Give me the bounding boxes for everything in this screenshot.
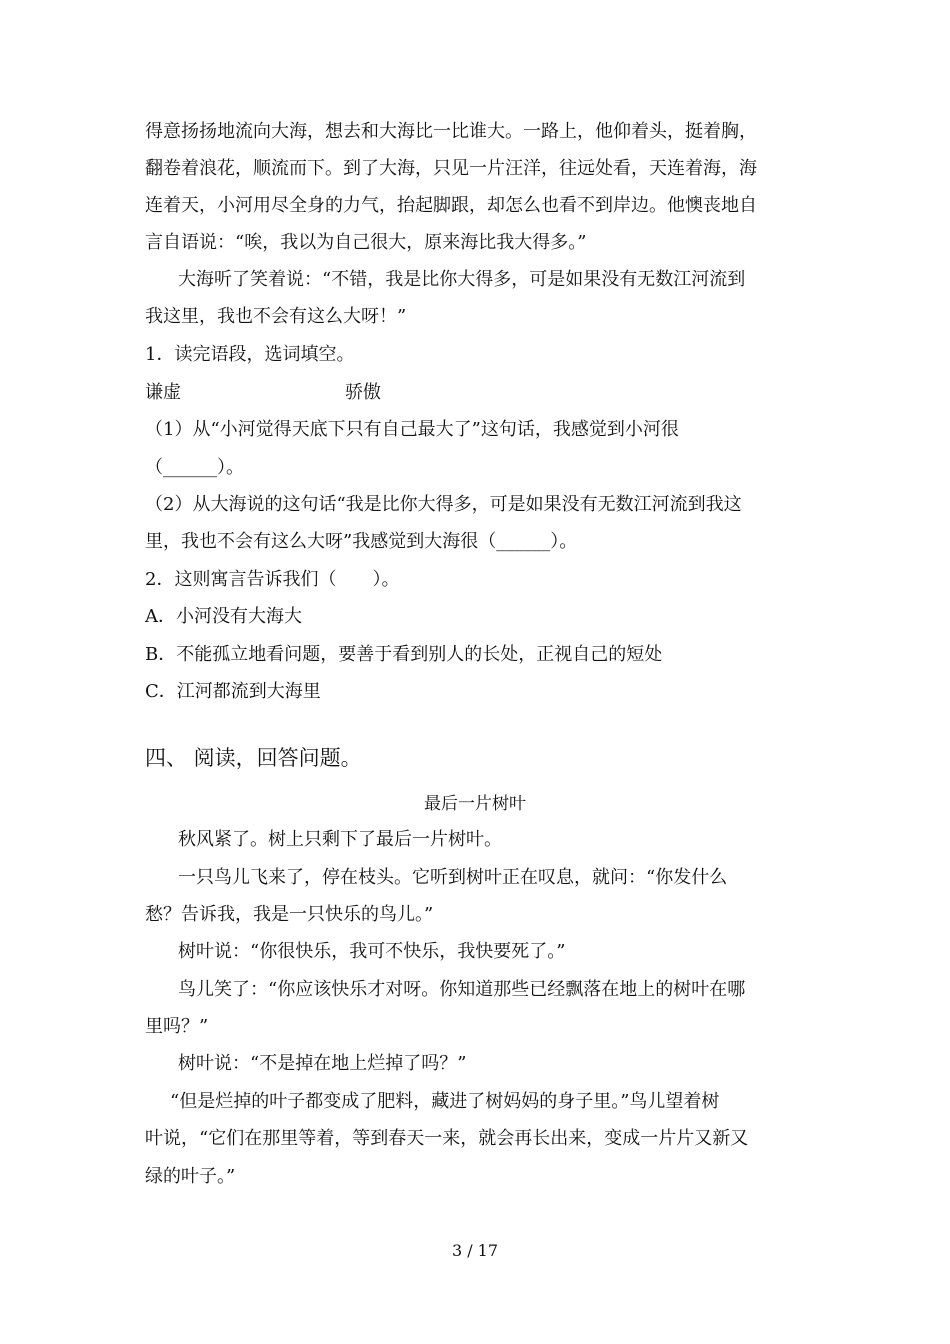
story1-line: 大海听了笑着说：“不错，我是比你大得多，可是如果没有无数江河流到 xyxy=(178,269,746,290)
question1-prompt: 1．读完语段，选词填空。 xyxy=(145,344,355,365)
story2-line: “但是烂掉的叶子都变成了肥料，藏进了树妈妈的身子里。”鸟儿望着树 xyxy=(170,1091,720,1112)
page-number: 3 / 17 xyxy=(451,1241,499,1260)
question1-item: （2）从大海说的这句话“我是比你大得多，可是如果没有无数江河流到我这 xyxy=(145,494,742,515)
story1-line: 我这里，我也不会有这么大呀！” xyxy=(145,306,407,327)
word-choice: 谦虚 xyxy=(145,382,181,403)
section-heading: 四、 阅读，回答问题。 xyxy=(145,746,362,770)
story2-line: 鸟儿笑了：“你应该快乐才对呀。你知道那些已经飘落在地上的树叶在哪 xyxy=(178,979,746,1000)
story2-line: 叶说，“它们在那里等着，等到春天一来，就会再长出来，变成一片片又新又 xyxy=(145,1128,749,1149)
story2-line: 树叶说：“不是掉在地上烂掉了吗？” xyxy=(178,1053,467,1074)
story1-line: 翻卷着浪花，顺流而下。到了大海，只见一片汪洋，往远处看，天连着海，海 xyxy=(145,158,757,179)
option-a: A．小河没有大海大 xyxy=(145,606,302,627)
option-c: C．江河都流到大海里 xyxy=(145,681,321,702)
story2-line: 里吗？” xyxy=(145,1016,209,1037)
question1-item-blank: （______）。 xyxy=(145,457,244,478)
question2-prompt: 2．这则寓言告诉我们（ ）。 xyxy=(145,569,400,590)
story1-line: 连着天，小河用尽全身的力气，抬起脚跟，却怎么也看不到岸边。他懊丧地自 xyxy=(145,195,757,216)
story1-line: 言自语说：“唉，我以为自己很大，原来海比我大得多。” xyxy=(145,232,587,253)
word-choice: 骄傲 xyxy=(345,382,381,403)
story1-line: 得意扬扬地流向大海，想去和大海比一比谁大。一路上，他仰着头，挺着胸， xyxy=(145,121,757,142)
option-b: B．不能孤立地看问题，要善于看到别人的长处，正视自己的短处 xyxy=(145,644,663,665)
question1-item: （1）从“小河觉得天底下只有自己最大了”这句话，我感觉到小河很 xyxy=(145,419,679,440)
story-title: 最后一片树叶 xyxy=(424,794,526,814)
story2-line: 秋风紧了。树上只剩下了最后一片树叶。 xyxy=(178,829,502,850)
story2-line: 树叶说：“你很快乐，我可不快乐，我快要死了。” xyxy=(178,941,566,962)
story2-line: 愁？告诉我，我是一只快乐的鸟儿。” xyxy=(145,904,434,925)
story2-line: 绿的叶子。” xyxy=(145,1166,236,1187)
question1-item-blank: 里，我也不会有这么大呀”我感觉到大海很（______）。 xyxy=(145,531,578,552)
story2-line: 一只鸟儿飞来了，停在枝头。它听到树叶正在叹息，就问：“你发什么 xyxy=(178,867,728,888)
